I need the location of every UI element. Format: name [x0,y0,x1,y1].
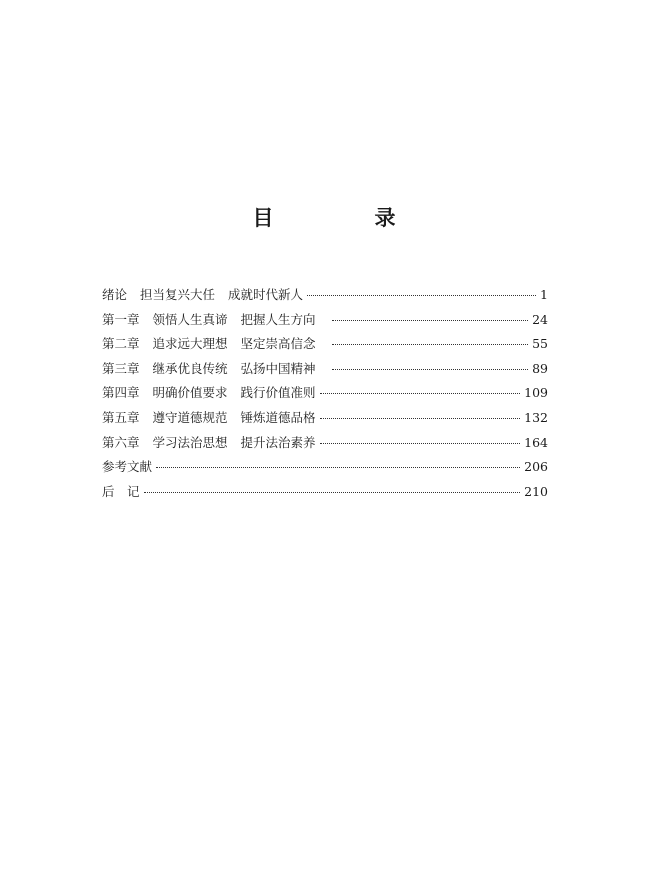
entry-part2: 坚定崇高信念 [240,336,316,352]
entry-part1: 担当复兴大任 [140,287,216,302]
dot-leader [144,492,521,493]
entry-chapter: 第三章 [102,360,140,376]
entry-chapter: 第四章 [102,385,140,401]
toc-entry-chapter-1[interactable] [102,308,548,333]
toc-entry-chapter-5[interactable] [102,406,548,431]
entry-label [102,480,140,504]
entry-part2: 提升法治素养 [240,434,316,450]
entry-page-number: 206 [524,459,548,475]
entry-part2: 弘扬中国精神 [240,360,316,376]
entry-label [102,357,328,381]
entry-label [102,381,316,405]
entry-part2: 践行价值准则 [240,385,316,401]
toc-title: 目 录 [252,205,436,230]
toc-entry-chapter-3[interactable] [102,357,548,382]
dot-leader [332,320,529,321]
entry-label [102,455,152,479]
entry-chapter: 第五章 [102,409,140,425]
toc-entry-chapter-4[interactable] [102,381,548,406]
entry-chapter: 绪论 [102,287,128,302]
entry-page-number: 132 [524,409,548,425]
toc-entry-afterword[interactable] [102,480,548,505]
dot-leader [332,344,529,345]
entry-part2: 成就时代新人 [228,287,304,302]
toc-entry-chapter-2[interactable] [102,332,548,357]
entry-chapter: 第二章 [102,336,140,352]
entry-chapter: 后 记 [102,483,140,499]
dot-leader [320,418,521,419]
entry-page-number: 1 [540,287,548,302]
toc-entry-references[interactable] [102,455,548,480]
dot-leader [320,393,521,394]
entry-page-number: 210 [524,483,548,499]
entry-page-number: 164 [524,434,548,450]
toc-entry-intro[interactable] [102,283,548,308]
entry-page-number: 109 [524,385,548,401]
entry-part1: 领悟人生真谛 [152,311,228,327]
entry-label [102,283,303,307]
entry-page-number: 55 [532,336,548,352]
entry-page-number: 24 [532,311,548,327]
dot-leader [332,369,529,370]
dot-leader [320,443,521,444]
entry-part2: 把握人生方向 [240,311,316,327]
toc-list [102,283,548,504]
entry-part1: 明确价值要求 [152,385,228,401]
entry-part1: 学习法治思想 [152,434,228,450]
entry-part2: 锤炼道德品格 [240,409,316,425]
entry-part1: 追求远大理想 [152,336,228,352]
entry-chapter: 参考文献 [102,459,153,475]
entry-label [102,332,328,356]
entry-label [102,431,316,455]
entry-part1: 遵守道德规范 [152,409,228,425]
dot-leader [307,295,536,296]
entry-chapter: 第一章 [102,311,140,327]
dot-leader [156,467,520,468]
entry-part1: 继承优良传统 [152,360,228,376]
toc-entry-chapter-6[interactable] [102,431,548,456]
entry-label [102,406,316,430]
entry-chapter: 第六章 [102,434,140,450]
entry-label [102,308,328,332]
entry-page-number: 89 [532,360,548,376]
